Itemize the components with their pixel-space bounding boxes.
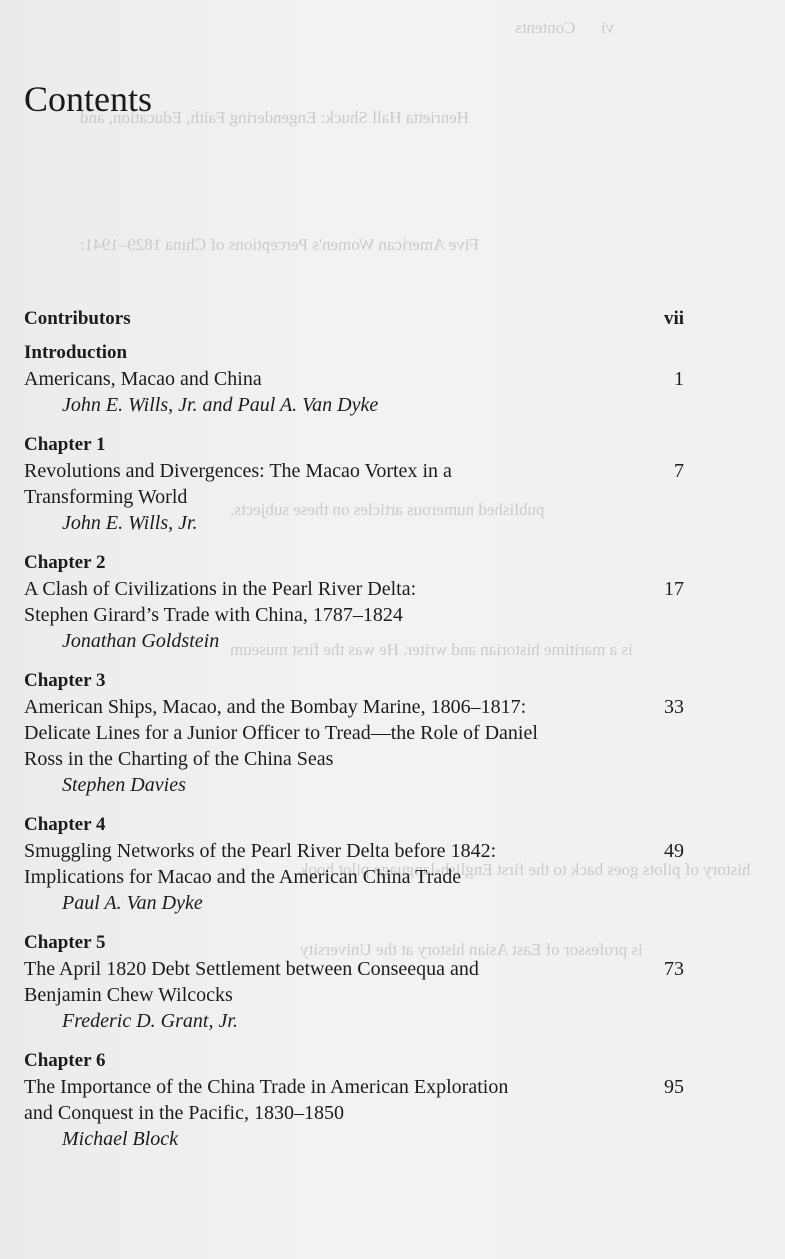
chapter-title-text: Revolutions and Divergences: The Macao Vortex in a (24, 460, 452, 482)
chapter-author: Stephen Davies (62, 774, 186, 796)
toc-entry[interactable] (24, 432, 684, 536)
chapter-title-text: American Ships, Macao, and the Bombay Marine, 1806–1817: (24, 696, 527, 718)
page-number: 95 (664, 1076, 684, 1098)
page-title: Contents (24, 79, 153, 119)
chapter-label: Chapter 1 (24, 434, 106, 455)
chapter-title-text: Ross in the Charting of the China Seas (24, 748, 334, 770)
page-number: 33 (664, 696, 684, 718)
chapter-title-line (24, 838, 684, 864)
chapter-title-line (24, 746, 684, 772)
chapter-title-line (24, 956, 684, 982)
chapter-title-text: A Clash of Civilizations in the Pearl River Delta: (24, 578, 417, 600)
toc-entry[interactable] (24, 1048, 684, 1152)
chapter-author: Frederic D. Grant, Jr. (62, 1010, 238, 1032)
chapter-title-line (24, 1100, 684, 1126)
chapter-title-text: Transforming World (24, 486, 188, 508)
chapter-label: Chapter 6 (24, 1050, 106, 1071)
chapter-title-text: Benjamin Chew Wilcocks (24, 984, 233, 1006)
toc-entry[interactable] (24, 668, 684, 798)
show-through-line: Five American Women's Perceptions of China 1829–1941: (80, 235, 479, 254)
table-of-contents (24, 306, 684, 1152)
toc-entry[interactable] (24, 340, 684, 418)
chapter-title-text: Stephen Girard’s Trade with China, 1787–1824 (24, 604, 403, 626)
chapter-title-line (24, 720, 684, 746)
page-number: 73 (664, 958, 684, 980)
front-matter-page: vii (663, 308, 684, 329)
chapter-title-line (24, 484, 684, 510)
chapter-label: Chapter 3 (24, 670, 106, 691)
chapter-title-line (24, 864, 684, 890)
chapter-title-line (24, 458, 684, 484)
toc-entry[interactable] (24, 550, 684, 654)
chapter-author: Michael Block (62, 1128, 179, 1150)
show-through-line: published numerous articles on these subjects. (230, 500, 545, 519)
toc-entry[interactable] (24, 930, 684, 1034)
chapter-title-text: Delicate Lines for a Junior Officer to Tread—the Role of Daniel (24, 722, 538, 744)
page-number: 7 (674, 460, 684, 482)
chapter-title-line (24, 694, 684, 720)
chapter-title-text: and Conquest in the Pacific, 1830–1850 (24, 1102, 344, 1124)
chapter-label: Chapter 5 (24, 932, 106, 953)
chapter-title-text: The Importance of the China Trade in American Exploration (24, 1076, 509, 1098)
page-number: 1 (674, 368, 684, 390)
chapter-title-line (24, 1074, 684, 1100)
chapter-title-text: The April 1820 Debt Settlement between Conseequa and (24, 958, 479, 980)
chapter-label: Chapter 4 (24, 814, 106, 835)
show-through-running-head: vi Contents (515, 18, 615, 37)
chapter-author: Jonathan Goldstein (62, 630, 220, 652)
page-number: 49 (664, 840, 684, 862)
chapter-title-text: Implications for Macao and the American China Trade (24, 866, 462, 888)
show-through-line: is professor of East Asian history at the University (300, 940, 643, 959)
toc-entry[interactable] (24, 812, 684, 916)
chapter-title-line (24, 576, 684, 602)
show-through-line: Henrietta Hall Shuck: Engendering Faith, Education, and (80, 108, 470, 127)
chapter-label: Introduction (24, 342, 128, 363)
toc-front-matter[interactable] (24, 306, 684, 332)
show-through-line: history of pilots goes back to the first English-language pilot book (300, 860, 751, 879)
show-through-line: is a maritime historian and writer. He was the first museum (230, 640, 633, 659)
chapter-title-line (24, 982, 684, 1008)
front-matter-title: Contributors (24, 308, 131, 329)
chapter-title-line (24, 366, 684, 392)
chapter-author: Paul A. Van Dyke (62, 892, 203, 914)
chapter-title-line (24, 602, 684, 628)
page-number: 17 (664, 578, 684, 600)
chapter-author: John E. Wills, Jr. and Paul A. Van Dyke (62, 394, 379, 416)
chapter-label: Chapter 2 (24, 552, 106, 573)
chapter-title-text: Smuggling Networks of the Pearl River Delta before 1842: (24, 840, 497, 862)
chapter-title-text: Americans, Macao and China (24, 368, 262, 390)
chapter-author: John E. Wills, Jr. (62, 512, 198, 534)
